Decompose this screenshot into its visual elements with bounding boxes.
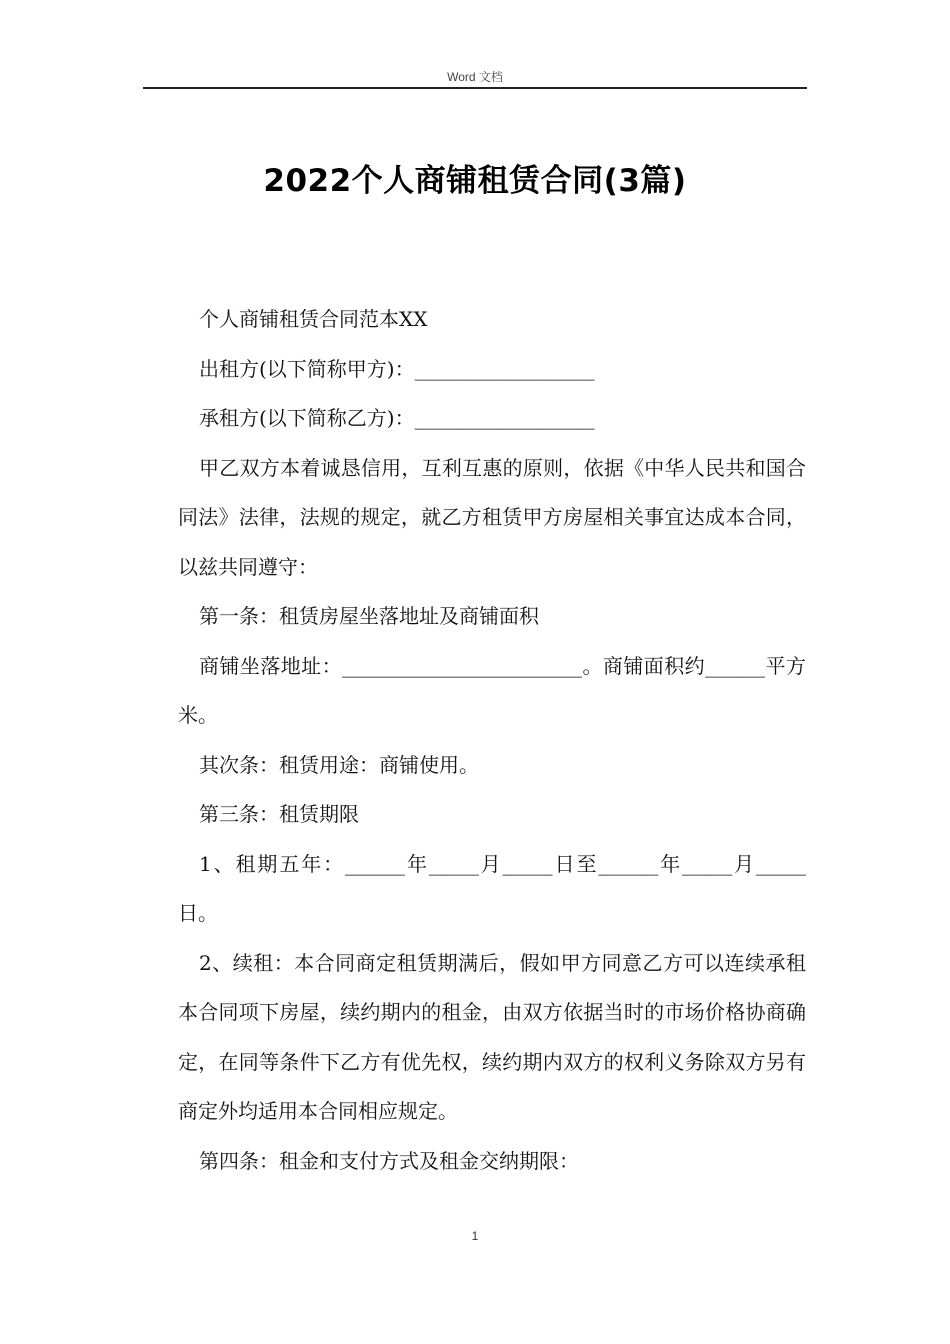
page-number: 1	[471, 1229, 479, 1243]
paragraph-renewal: 2、续租：本合同商定租赁期满后，假如甲方同意乙方可以连续承租本合同项下房屋，续约期内的租金，由双方依据当时的市场价格协商确定，在同等条件下乙方有优先权，续约期内双方的权利义务除双方另有商定外均适用本合同相应规定。	[178, 950, 806, 1123]
paragraph-article-3-heading: 第三条：租赁期限	[199, 802, 359, 826]
paragraph-article-4-heading: 第四条：租金和支付方式及租金交纳期限：	[199, 1148, 579, 1173]
header-divider	[143, 87, 807, 89]
document-body	[178, 295, 806, 1186]
paragraph-preamble: 甲乙双方本着诚恳信用，互利互惠的原则，依据《中华人民共和国合同法》法律，法规的规定，就乙方租赁甲方房屋相关事宜达成本合同，以兹共同遵守：	[178, 455, 806, 579]
paragraph-article-1-heading: 第一条：租赁房屋坐落地址及商铺面积	[199, 604, 539, 628]
paragraph-contract-name: 个人商铺租赁合同范本XX	[199, 307, 428, 331]
paragraph-shop-address: 商铺坐落地址：________________________。商铺面积约______平方米。	[178, 653, 806, 727]
page-header: Word 文档	[447, 70, 503, 84]
paragraph-lease-term: 1、租期五年：______年_____月_____日至______年_____月_____日。	[178, 851, 806, 925]
document-title: 2022个人商铺租赁合同(3篇)	[263, 163, 687, 199]
paragraph-article-2: 其次条：租赁用途：商铺使用。	[199, 752, 479, 777]
paragraph-lessor: 出租方(以下简称甲方)：__________________	[199, 356, 595, 381]
paragraph-lessee: 承租方(以下简称乙方)：__________________	[199, 406, 595, 430]
